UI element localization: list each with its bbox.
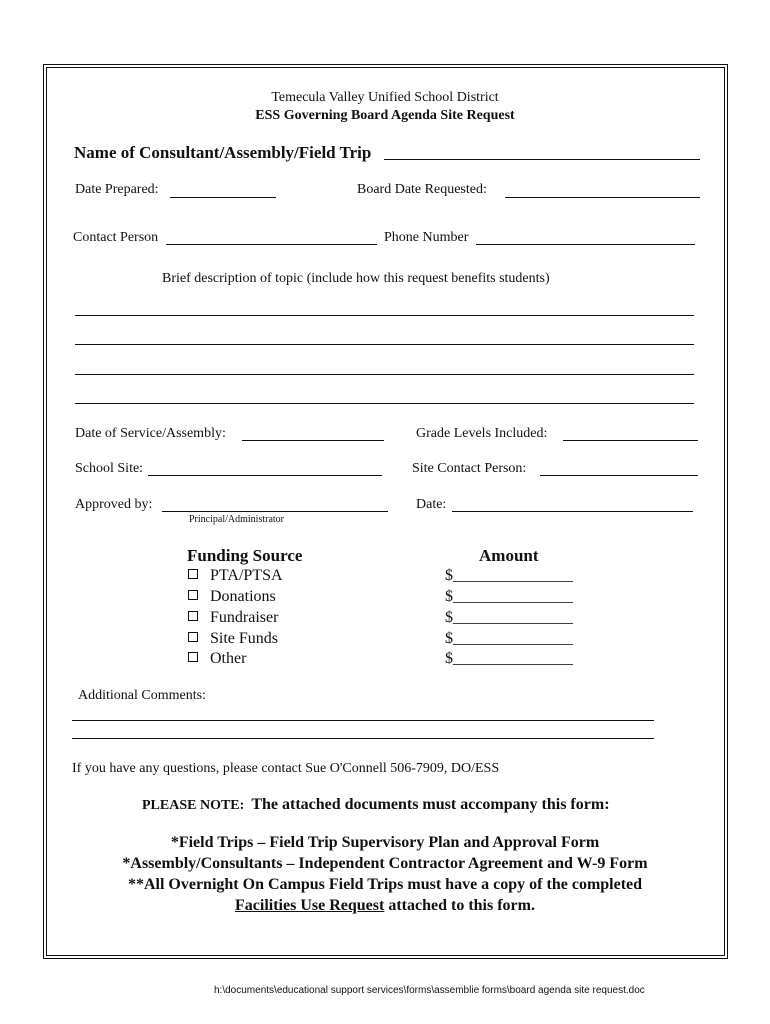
checkbox-icon[interactable]	[188, 632, 198, 642]
please-note	[142, 796, 610, 814]
consultant-label: Name of Consultant/Assembly/Field Trip	[74, 143, 372, 162]
funding-option-other[interactable]: Other	[188, 650, 246, 668]
approved-by-sublabel: Principal/Administrator	[189, 514, 284, 525]
phone-number-label: Phone Number	[384, 230, 469, 245]
date-field[interactable]	[452, 511, 693, 512]
amount-heading: Amount	[479, 546, 539, 565]
funding-option-donations[interactable]: Donations	[188, 588, 276, 606]
contact-note: If you have any questions, please contact Sue O'Connell 506-7909, DO/ESS	[72, 761, 500, 776]
facilities-use-request-link[interactable]: Facilities Use Request	[235, 897, 385, 914]
please-note-prefix: PLEASE NOTE:	[142, 798, 245, 813]
amount-field-other[interactable]: $_______________	[445, 650, 573, 667]
amount-field-fundraiser[interactable]: $_______________	[445, 609, 573, 626]
description-line-2[interactable]	[75, 344, 694, 345]
description-line-4[interactable]	[75, 403, 694, 404]
board-date-label: Board Date Requested:	[357, 182, 487, 197]
checkbox-icon[interactable]	[188, 611, 198, 621]
funding-option-site-funds[interactable]: Site Funds	[188, 630, 278, 648]
additional-comments-label: Additional Comments:	[78, 688, 206, 703]
contact-person-label: Contact Person	[73, 230, 159, 245]
date-label: Date:	[416, 497, 447, 512]
approved-by-field[interactable]	[162, 511, 388, 512]
amount-field-donations[interactable]: $_______________	[445, 588, 573, 605]
checkbox-icon[interactable]	[188, 652, 198, 662]
description-line-1[interactable]	[75, 315, 694, 316]
funding-option-pta[interactable]: PTA/PTSA	[188, 567, 283, 585]
checkbox-icon[interactable]	[188, 569, 198, 579]
contact-person-field[interactable]	[166, 244, 377, 245]
grade-levels-field[interactable]	[563, 440, 698, 441]
comments-line-1[interactable]	[72, 720, 654, 721]
checkbox-icon[interactable]	[188, 590, 198, 600]
phone-number-field[interactable]	[476, 244, 695, 245]
funding-option-fundraiser[interactable]: Fundraiser	[188, 609, 278, 627]
site-contact-label: Site Contact Person:	[412, 461, 527, 476]
district-name: Temecula Valley Unified School District	[271, 90, 499, 105]
note-assembly-consultants: *Assembly/Consultants – Independent Contractor Agreement and W-9 Form	[122, 855, 648, 872]
board-date-field[interactable]	[505, 197, 700, 198]
school-site-label: School Site:	[75, 461, 144, 476]
please-note-text: The attached documents must accompany this form:	[251, 796, 610, 813]
amount-field-pta[interactable]: $_______________	[445, 567, 573, 584]
form-title: ESS Governing Board Agenda Site Request	[255, 108, 515, 123]
grade-levels-label: Grade Levels Included:	[416, 426, 548, 441]
funding-source-heading: Funding Source	[187, 546, 303, 565]
site-contact-field[interactable]	[540, 475, 698, 476]
amount-field-site-funds[interactable]: $_______________	[445, 630, 573, 647]
date-prepared-label: Date Prepared:	[75, 182, 159, 197]
description-label: Brief description of topic (include how this request benefits students)	[162, 271, 550, 286]
note-facilities-line	[0, 897, 770, 915]
school-site-field[interactable]	[148, 475, 382, 476]
date-prepared-field[interactable]	[170, 197, 276, 198]
note-facilities-rest: attached to this form.	[384, 897, 535, 914]
note-field-trips: *Field Trips – Field Trip Supervisory Plan and Approval Form	[170, 834, 600, 851]
consultant-name-field[interactable]	[384, 159, 700, 160]
date-service-field[interactable]	[242, 440, 384, 441]
comments-line-2[interactable]	[72, 738, 654, 739]
description-line-3[interactable]	[75, 374, 694, 375]
footer-file-path: h:\documents\educational support services\forms\assemblie forms\board agenda site request.doc	[214, 985, 645, 996]
date-service-label: Date of Service/Assembly:	[75, 426, 226, 441]
approved-by-label: Approved by:	[75, 497, 153, 512]
note-overnight-trips: **All Overnight On Campus Field Trips must have a copy of the completed	[127, 876, 643, 893]
